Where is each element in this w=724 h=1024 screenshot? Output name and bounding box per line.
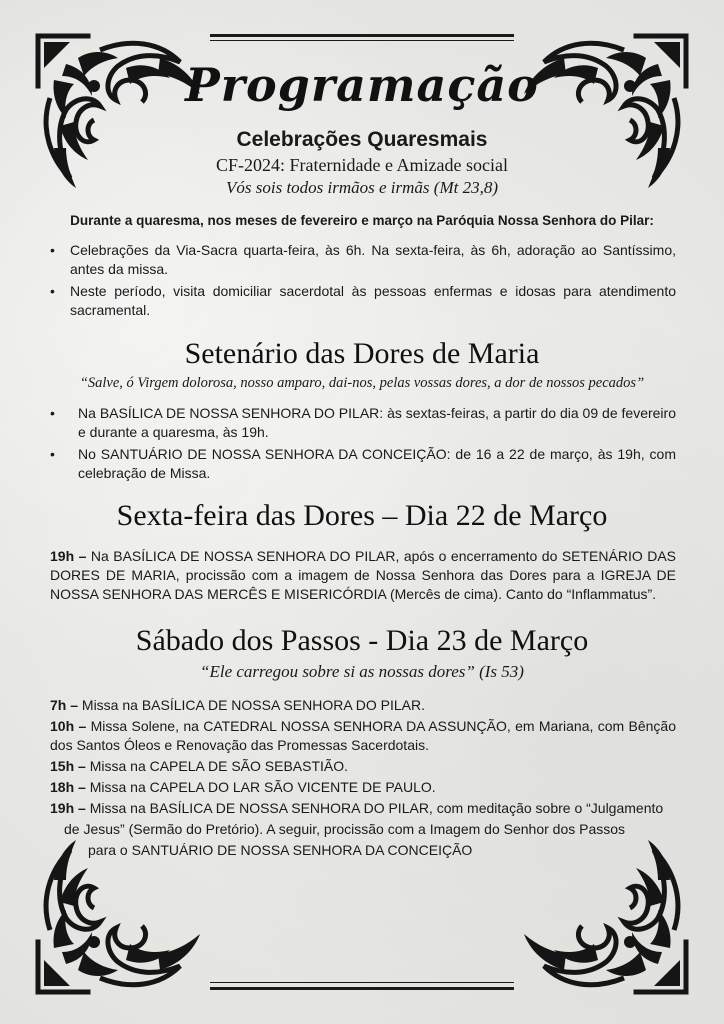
setenario-bullet-list xyxy=(50,404,676,486)
schedule-row xyxy=(50,757,676,776)
sabado-quote: “Ele carregou sobre si as nossas dores” (Is 53) xyxy=(200,662,524,681)
intro-text: Durante a quaresma, nos meses de fevereiro e março na Paróquia Nossa Senhora do Pilar: xyxy=(70,213,654,228)
schedule-text: Missa na CAPELA DO LAR SÃO VICENTE DE PAULO. xyxy=(89,779,436,795)
time-label: 7h – xyxy=(50,697,79,713)
bottom-divider xyxy=(210,987,514,990)
schedule-row xyxy=(50,799,676,818)
schedule-continuation: de Jesus” (Sermão do Pretório). A seguir, procissão com a Imagem do Senhor dos Passos xyxy=(64,821,626,837)
intro-bullet-list xyxy=(50,241,676,323)
schedule-row xyxy=(50,778,676,797)
section-heading-sexta: Sexta-feira das Dores – Dia 22 de Março xyxy=(116,499,608,532)
list-item: • No SANTUÁRIO DE NOSSA SENHORA DA CONCEIÇÃO: de 16 a 22 de março, às 19h, com celebração de Missa. xyxy=(50,445,676,483)
schedule-text: Missa Solene, na CATEDRAL NOSSA SENHORA DA ASSUNÇÃO, em Mariana, com Bênção dos Santos Óleos e Renovação das Promessas Sacerdotais. xyxy=(50,718,676,753)
time-label: 15h – xyxy=(50,758,86,774)
top-divider xyxy=(210,34,514,37)
time-label: 19h – xyxy=(50,800,86,816)
section-heading-setenario: Setenário das Dores de Maria xyxy=(184,337,540,370)
subtitle: Celebrações Quaresmais xyxy=(236,128,488,151)
sexta-text: Na BASÍLICA DE NOSSA SENHORA DO PILAR, após o encerramento do SETENÁRIO DAS DORES DE MARIA, procissão com a imagem de Nossa Senhora das Dores para a IGREJA DE NOSSA SENHORA DAS MERCÊS E MISERICÓRDIA (Mercês de cima). Canto do “Inflammatus”. xyxy=(50,548,676,602)
schedule-row xyxy=(50,696,676,715)
sabado-schedule xyxy=(50,696,676,862)
top-divider-thin xyxy=(210,40,514,41)
section-heading-sabado: Sábado dos Passos - Dia 23 de Março xyxy=(135,624,589,657)
schedule-continuation: para o SANTUÁRIO DE NOSSA SENHORA DA CONCEIÇÃO xyxy=(88,842,473,858)
bottom-divider-thin xyxy=(210,982,514,983)
list-item: • Celebrações da Via-Sacra quarta-feira, às 6h. Na sexta-feira, às 6h, adoração ao Santíssimo, antes da missa. xyxy=(50,241,676,279)
schedule-row xyxy=(50,717,676,755)
schedule-text: Missa na BASÍLICA DE NOSSA SENHORA DO PILAR. xyxy=(81,697,426,713)
time-label: 19h – xyxy=(50,548,87,564)
sexta-paragraph xyxy=(50,547,676,604)
time-label: 10h – xyxy=(50,718,87,734)
campaign-line: CF-2024: Fraternidade e Amizade social xyxy=(216,155,508,175)
time-label: 18h – xyxy=(50,779,86,795)
verse-line: Vós sois todos irmãos e irmãs (Mt 23,8) xyxy=(225,178,498,197)
schedule-text: Missa na CAPELA DE SÃO SEBASTIÃO. xyxy=(89,758,349,774)
page-title: Programação xyxy=(185,58,539,112)
list-item: • Neste período, visita domiciliar sacerdotal às pessoas enfermas e idosas para atendimento sacramental. xyxy=(50,282,676,320)
schedule-text: Missa na BASÍLICA DE NOSSA SENHORA DO PILAR, com meditação sobre o “Julgamento xyxy=(89,800,664,816)
setenario-quote: “Salve, ó Virgem dolorosa, nosso amparo, dai-nos, pelas vossas dores, a dor de nossos pecados” xyxy=(79,375,645,391)
list-item: • Na BASÍLICA DE NOSSA SENHORA DO PILAR: às sextas-feiras, a partir do dia 09 de fevereiro e durante a quaresma, às 19h. xyxy=(50,404,676,442)
